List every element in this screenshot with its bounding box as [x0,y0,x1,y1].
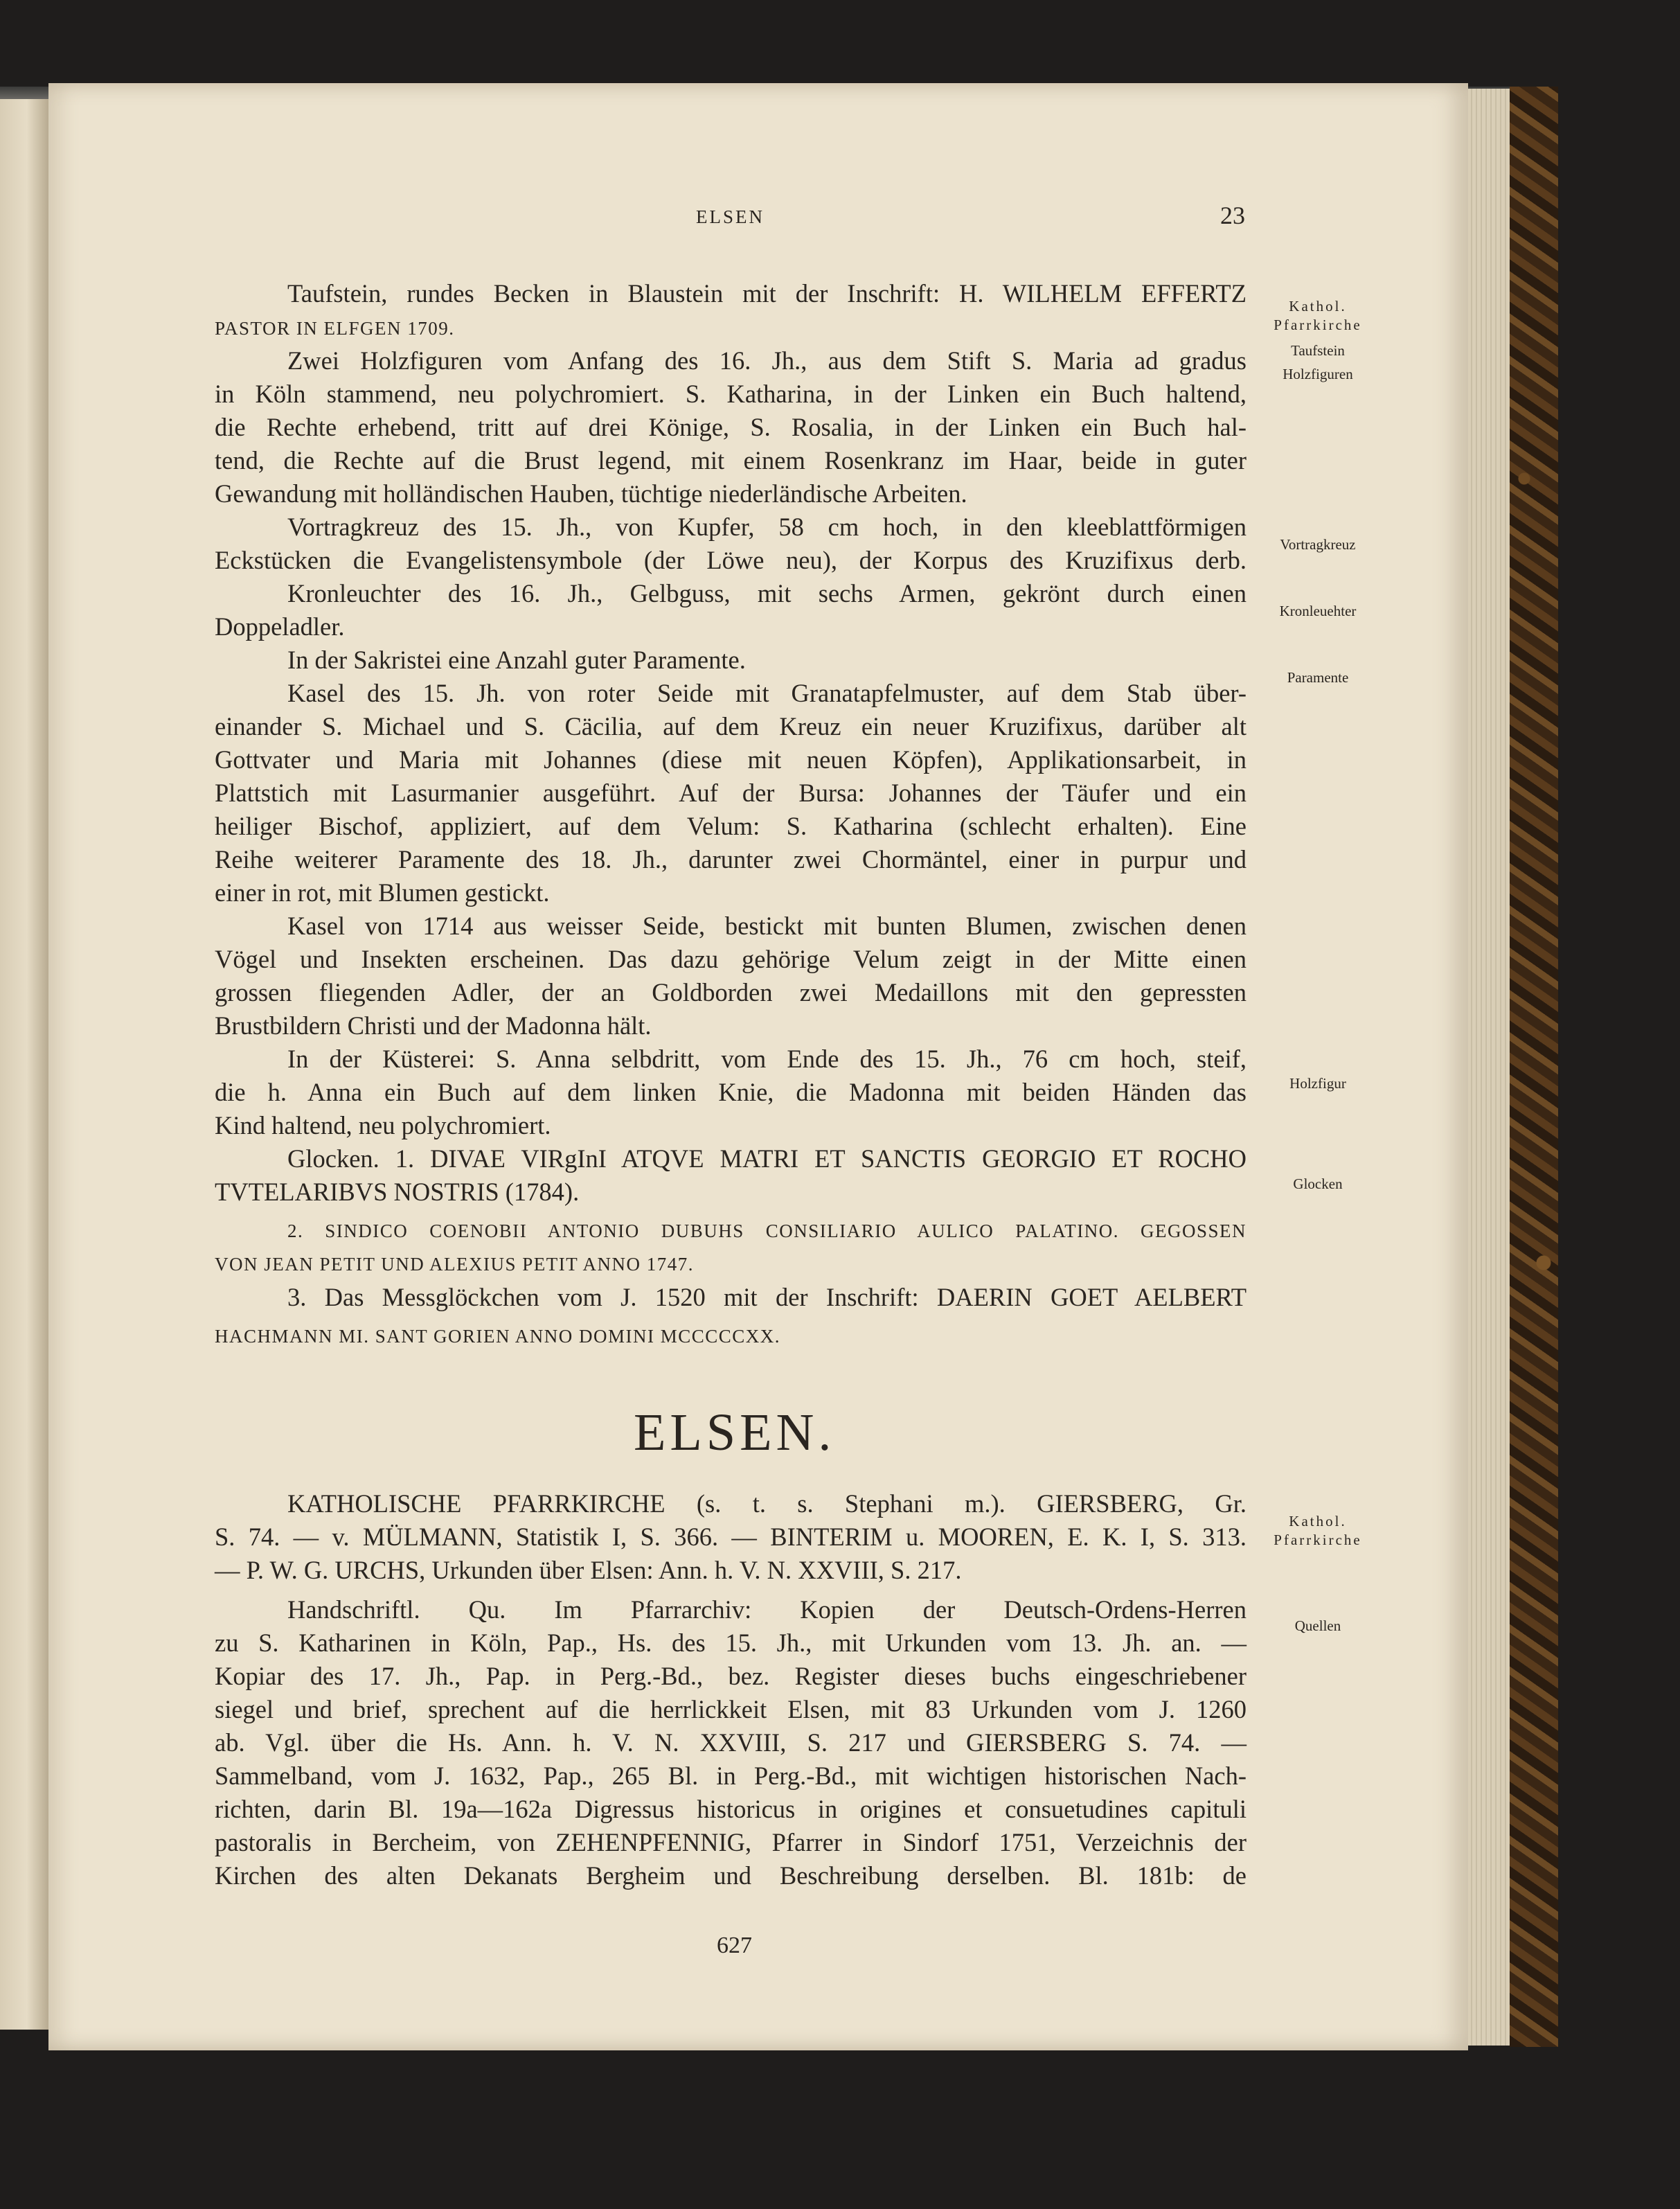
text-line: — P. W. G. URCHS, Urkunden über Elsen: Ann. h. V. N. XXVIII, S. 217. [215,1556,962,1584]
text-line: ab. Vgl. über die Hs. Ann. h. V. N. XXVIII, S. 217 und GIERSBERG S. 74. — [215,1728,1246,1757]
text-line: Vögel und Insekten erscheinen. Das dazu gehörige Velum zeigt in der Mitte einen [215,945,1246,973]
margin-note: Holzfiguren [1283,366,1353,382]
text-line: Vortragkreuz des 15. Jh., von Kupfer, 58 cm hoch, in den kleeblattförmigen [287,513,1246,541]
text-line: Taufstein, rundes Becken in Blaustein mit der Inschrift: H. WILHELM EFFERTZ [287,279,1246,308]
text-line: richten, darin Bl. 19a—162a Digressus historicus in origines et consuetudines capituli [215,1795,1246,1823]
text-line: KATHOLISCHE PFARRKIRCHE (s. t. s. Stephani m.). GIERSBERG, Gr. [287,1489,1246,1518]
text-line: In der Küsterei: S. Anna selbdritt, vom Ende des 15. Jh., 76 cm hoch, steif, [287,1045,1246,1073]
text-line: HACHMANN MI. SANT GORIEN ANNO DOMINI MCCCCCXX. [215,1326,781,1347]
margin-note: Kathol. [1289,1513,1347,1529]
text-line: Kopiar des 17. Jh., Pap. in Perg.-Bd., bez. Register dieses buchs eingeschriebener [215,1662,1246,1690]
folio-number: 627 [717,1933,752,1958]
section-heading: ELSEN. [634,1403,836,1462]
left-page-edge [0,97,48,2030]
margin-note: Pfarrkirche [1274,317,1362,333]
text-line: PASTOR IN ELFGEN 1709. [215,318,455,339]
margin-note: Kronleuehter [1279,603,1357,619]
text-line: TVTELARIBVS NOSTRIS (1784). [215,1178,580,1206]
text-line: tend, die Rechte auf die Brust legend, mit einem Rosenkranz im Haar, beide in guter [215,446,1246,474]
page-edges [1468,89,1510,2046]
text-line: in Köln stammend, neu polychromiert. S. Katharina, in der Linken ein Buch haltend, [215,380,1246,408]
text-line: die Rechte erhebend, tritt auf drei Könige, S. Rosalia, in der Linken ein Buch hal- [215,413,1246,441]
text-line: Gewandung mit holländischen Hauben, tüchtige niederländische Arbeiten. [215,479,967,508]
text-line: Doppeladler. [215,612,345,641]
text-line: Gottvater und Maria mit Johannes (diese mit neuen Köpfen), Applikationsarbeit, in [215,745,1246,774]
text-line: zu S. Katharinen in Köln, Pap., Hs. des 15. Jh., mit Urkunden vom 13. Jh. an. — [215,1629,1246,1657]
text-line: siegel und brief, sprechent auf die herrlickkeit Elsen, mit 83 Urkunden vom J. 1260 [215,1695,1246,1723]
margin-note: Paramente [1287,669,1349,686]
text-line: Kronleuchter des 16. Jh., Gelbguss, mit sechs Armen, gekrönt durch einen [287,579,1246,607]
text-line: 3. Das Messglöckchen vom J. 1520 mit der Inschrift: DAERIN GOET AELBERT [287,1283,1246,1311]
text-line: Kasel von 1714 aus weisser Seide, bestickt mit bunten Blumen, zwischen denen [287,912,1246,940]
text-line: 2. SINDICO COENOBII ANTONIO DUBUHS CONSILIARIO AULICO PALATINO. GEGOSSEN [287,1221,1246,1241]
margin-note: Holzfigur [1289,1075,1346,1092]
text-line: einander S. Michael und S. Cäcilia, auf dem Kreuz ein neuer Kruzifixus, darüber alt [215,712,1246,740]
text-line: Reihe weiterer Paramente des 18. Jh., darunter zwei Chormäntel, einer in purpur und [215,845,1246,873]
text-line: Zwei Holzfiguren vom Anfang des 16. Jh., aus dem Stift S. Maria ad gradus [287,346,1246,375]
text-line: Sammelband, vom J. 1632, Pap., 265 Bl. in Perg.-Bd., mit wichtigen historischen Nach- [215,1762,1246,1790]
marbled-cover [1510,87,1558,2047]
text-line: Kirchen des alten Dekanats Bergheim und Beschreibung derselben. Bl. 181b: de [215,1861,1246,1890]
text-line: Eckstücken die Evangelistensymbole (der Löwe neu), der Korpus des Kruzifixus derb. [215,546,1246,574]
text-line: Brustbildern Christi und der Madonna hält. [215,1011,652,1040]
margin-note: Quellen [1294,1617,1341,1634]
text-line: pastoralis in Bercheim, von ZEHENPFENNIG, Pfarrer in Sindorf 1751, Verzeichnis der [215,1828,1246,1856]
margin-note: Pfarrkirche [1274,1532,1362,1548]
text-line: Glocken. 1. DIVAE VIRgInI ATQVE MATRI ET SANCTIS GEORGIO ET ROCHO [287,1144,1246,1173]
text-line: In der Sakristei eine Anzahl guter Paramente. [287,646,746,674]
text-line: Kind haltend, neu polychromiert. [215,1111,551,1139]
text-line: Kasel des 15. Jh. von roter Seide mit Granatapfelmuster, auf dem Stab über- [287,679,1246,707]
text-line: Plattstich mit Lasurmanier ausgeführt. Auf der Bursa: Johannes der Täufer und ein [215,779,1246,807]
margin-note: Kathol. [1289,298,1347,314]
text-line: die h. Anna ein Buch auf dem linken Knie, die Madonna mit beiden Händen das [215,1078,1246,1106]
text-line: heiliger Bischof, appliziert, auf dem Velum: S. Katharina (schlecht erhalten). Eine [215,812,1246,840]
margin-note: Taufstein [1291,342,1345,359]
text-line: grossen fliegenden Adler, der an Goldborden zwei Medaillons mit den gepressten [215,978,1246,1006]
margin-note: Glocken [1293,1176,1343,1192]
page-number: 23 [1220,202,1245,229]
margin-note: Vortragkreuz [1280,536,1356,553]
text-line: einer in rot, mit Blumen gestickt. [215,878,550,907]
text-line: VON JEAN PETIT UND ALEXIUS PETIT ANNO 1747. [215,1254,694,1275]
text-line: S. 74. — v. MÜLMANN, Statistik I, S. 366. — BINTERIM u. MOOREN, E. K. I, S. 313. [215,1523,1246,1551]
running-title: ELSEN [696,206,765,227]
text-line: Handschriftl. Qu. Im Pfarrarchiv: Kopien der Deutsch-Ordens-Herren [287,1595,1246,1624]
